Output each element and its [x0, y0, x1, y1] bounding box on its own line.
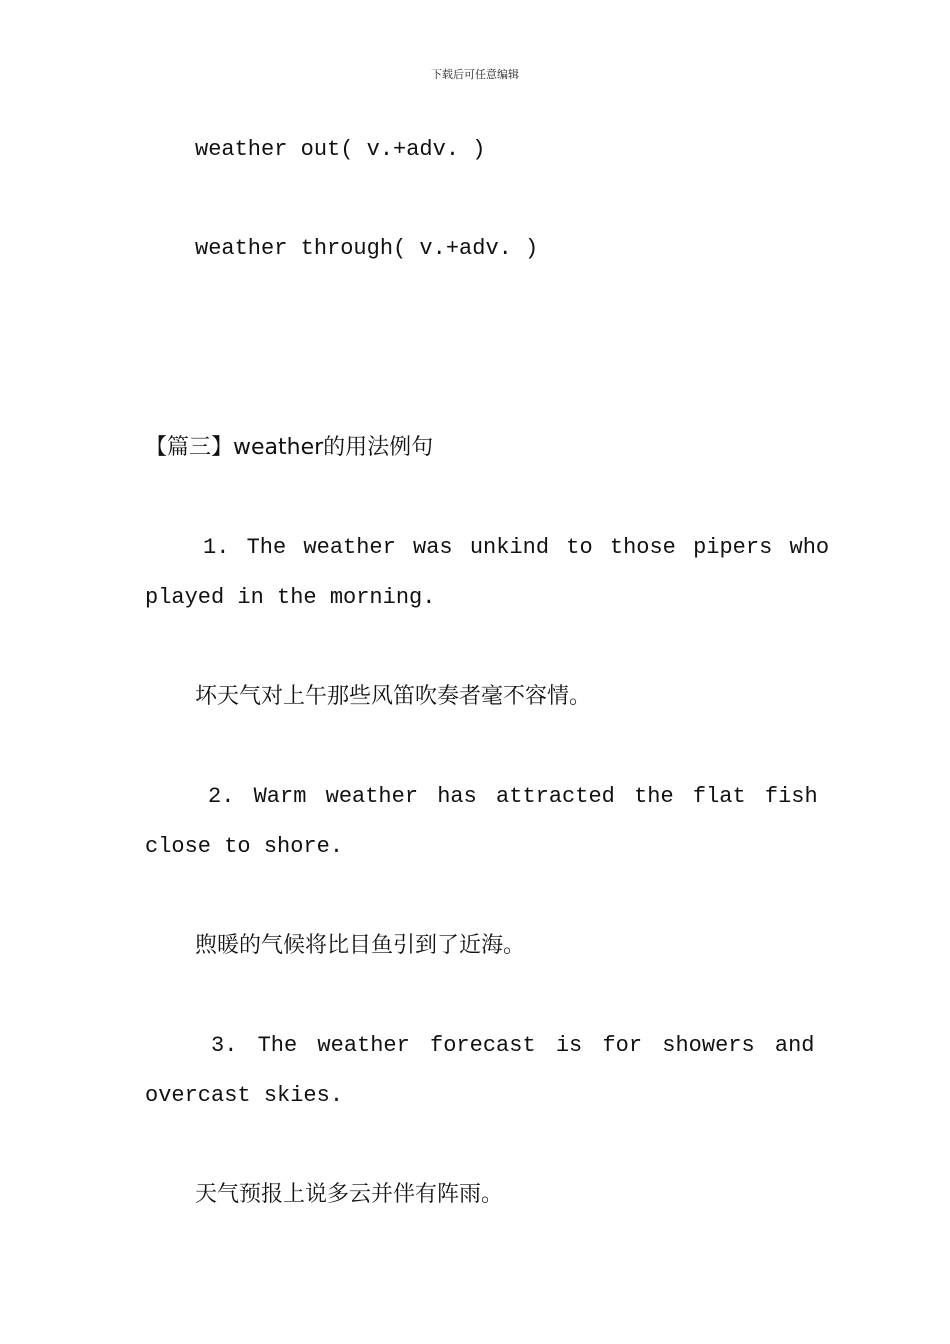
example-2-translation: 煦暖的气候将比目鱼引到了近海。 [195, 933, 526, 958]
phrase-weather-through: weather through( v.+adv. ) [195, 236, 539, 261]
example-2-line-2: close to shore. [145, 834, 344, 859]
example-1-line-1: 1. The weather was unkind to those pipers who [203, 535, 830, 560]
example-1-line-2: played in the morning. [145, 585, 436, 610]
page-header-note: 下载后可任意编辑 [431, 68, 519, 81]
example-1-translation: 坏天气对上午那些风笛吹奏者毫不容情。 [195, 684, 592, 709]
phrase-weather-out: weather out( v.+adv. ) [195, 137, 486, 162]
example-3-line-1: 3. The weather forecast is for showers and [211, 1033, 815, 1058]
example-2-line-1: 2. Warm weather has attracted the flat fish [208, 784, 818, 809]
example-3-line-2: overcast skies. [145, 1083, 344, 1108]
section-title: 【篇三】weather的用法例句 [145, 435, 434, 460]
example-3-translation: 天气预报上说多云并伴有阵雨。 [195, 1182, 504, 1207]
